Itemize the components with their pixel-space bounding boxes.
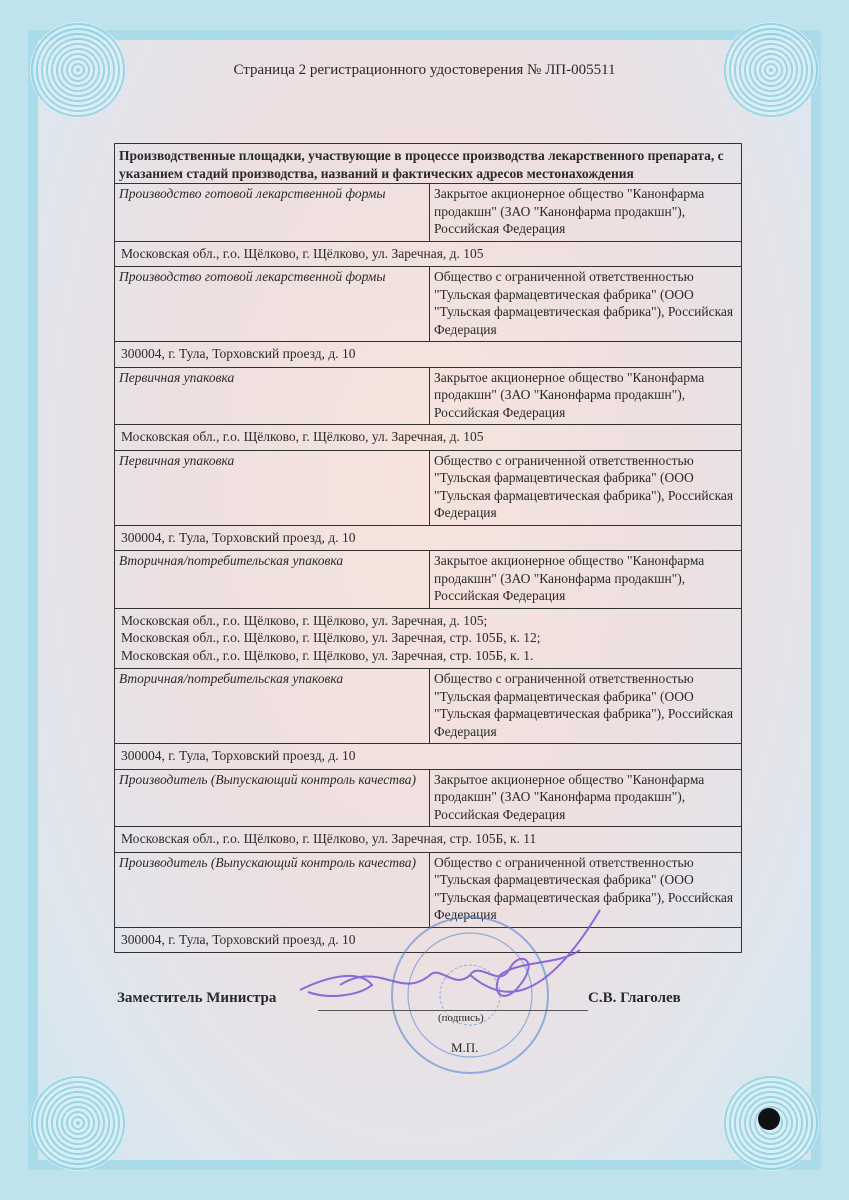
production-stage: Производитель (Выпускающий контроль качества) bbox=[115, 769, 430, 827]
site-address: Московская обл., г.о. Щёлково, г. Щёлково, ул. Заречная, д. 105; Московская обл., г.о. Щёлково, г. Щёлково, ул. Заречная, стр. 105Б, к. 12; Московская обл., г.о. Щёлково, г. Щёлково, ул. Заречная, стр. 105Б, к. 1. bbox=[115, 608, 742, 669]
company-name: Общество с ограниченной ответственностью "Тульская фармацевтическая фабрика" (ООО "Тульская фармацевтическая фабрика"), Российская Федерация bbox=[430, 450, 742, 525]
punch-hole bbox=[758, 1108, 780, 1130]
production-stage: Производство готовой лекарственной формы bbox=[115, 184, 430, 242]
production-stage: Вторичная/потребительская упаковка bbox=[115, 669, 430, 744]
table-header: Производственные площадки, участвующие в процессе производства лекарственного препарата, с указанием стадий производства, названий и фактических адресов местонахождения bbox=[115, 144, 742, 184]
site-address: Московская обл., г.о. Щёлково, г. Щёлково, ул. Заречная, стр. 105Б, к. 11 bbox=[115, 827, 742, 853]
signature-line bbox=[318, 1010, 588, 1011]
production-stage: Первичная упаковка bbox=[115, 367, 430, 425]
site-address: Московская обл., г.о. Щёлково, г. Щёлково, ул. Заречная, д. 105 bbox=[115, 425, 742, 451]
company-name: Общество с ограниченной ответственностью "Тульская фармацевтическая фабрика" (ООО "Тульская фармацевтическая фабрика"), Российская Федерация bbox=[430, 669, 742, 744]
company-name: Закрытое акционерное общество "Канонфарма продакшн" (ЗАО "Канонфарма продакшн"), Российская Федерация bbox=[430, 184, 742, 242]
company-name: Общество с ограниченной ответственностью "Тульская фармацевтическая фабрика" (ООО "Тульская фармацевтическая фабрика"), Российская Федерация bbox=[430, 267, 742, 342]
production-stage: Вторичная/потребительская упаковка bbox=[115, 551, 430, 609]
signatory-position: Заместитель Министра bbox=[117, 990, 277, 1006]
site-address: 300004, г. Тула, Торховский проезд, д. 10 bbox=[115, 342, 742, 368]
production-stage: Производство готовой лекарственной формы bbox=[115, 267, 430, 342]
signature-caption: (подпись) bbox=[438, 1012, 484, 1024]
company-name: Закрытое акционерное общество "Канонфарма продакшн" (ЗАО "Канонфарма продакшн"), Российская Федерация bbox=[430, 551, 742, 609]
site-address: Московская обл., г.о. Щёлково, г. Щёлково, ул. Заречная, д. 105 bbox=[115, 241, 742, 267]
seal-label: М.П. bbox=[451, 1040, 479, 1055]
production-stage: Первичная упаковка bbox=[115, 450, 430, 525]
company-name: Общество с ограниченной ответственностью "Тульская фармацевтическая фабрика" (ООО "Тульская фармацевтическая фабрика"), Российская Федерация bbox=[430, 852, 742, 927]
production-stage: Производитель (Выпускающий контроль качества) bbox=[115, 852, 430, 927]
site-address: 300004, г. Тула, Торховский проезд, д. 10 bbox=[115, 927, 742, 953]
page-title: Страница 2 регистрационного удостоверения № ЛП-005511 bbox=[233, 62, 616, 78]
site-address: 300004, г. Тула, Торховский проезд, д. 10 bbox=[115, 525, 742, 551]
company-name: Закрытое акционерное общество "Канонфарма продакшн" (ЗАО "Канонфарма продакшн"), Российская Федерация bbox=[430, 367, 742, 425]
signatory-name: С.В. Глаголев bbox=[588, 990, 681, 1006]
company-name: Закрытое акционерное общество "Канонфарма продакшн" (ЗАО "Канонфарма продакшн"), Российская Федерация bbox=[430, 769, 742, 827]
signature bbox=[300, 910, 600, 996]
site-address: 300004, г. Тула, Торховский проезд, д. 10 bbox=[115, 744, 742, 770]
